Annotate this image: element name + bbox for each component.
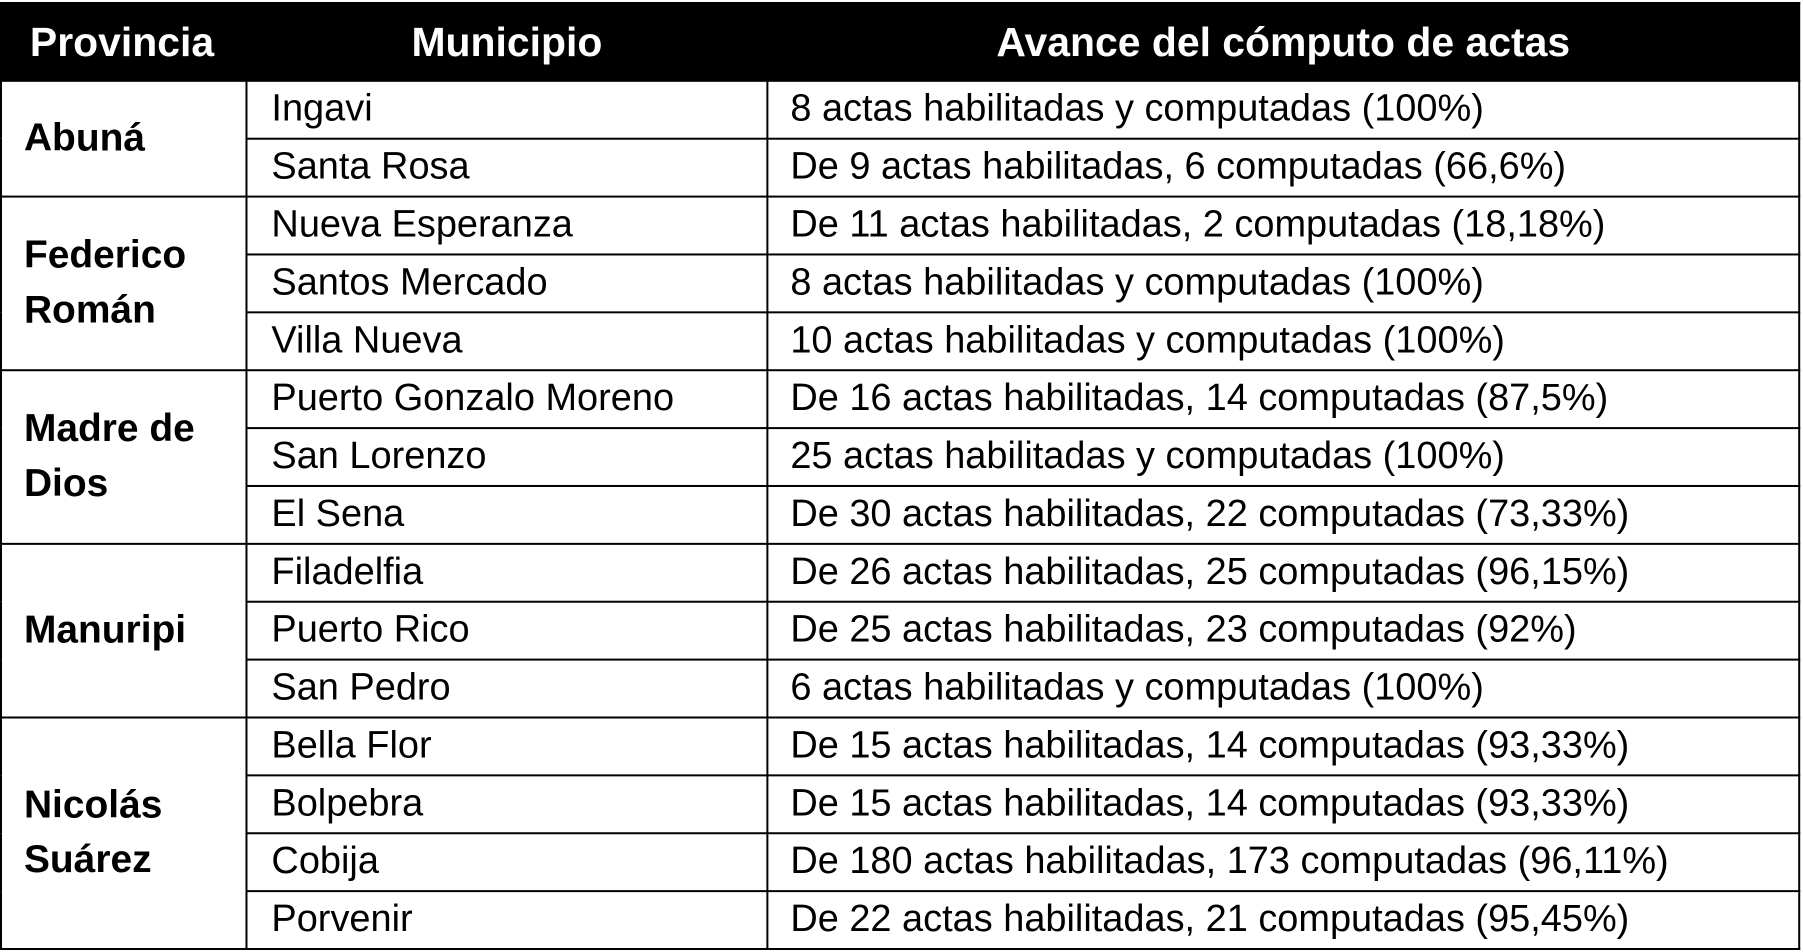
municipio-cell: Bolpebra — [246, 775, 767, 833]
table-row — [1, 428, 1799, 486]
municipio-cell: Ingavi — [246, 81, 767, 139]
province-cell: Madre de Dios — [1, 370, 246, 544]
avance-cell: 10 actas habilitadas y computadas (100%) — [767, 312, 1799, 370]
avance-cell: 8 actas habilitadas y computadas (100%) — [767, 254, 1799, 312]
municipio-cell: El Sena — [246, 486, 767, 544]
results-table — [0, 2, 1800, 950]
table-body — [1, 81, 1799, 949]
municipio-cell: Porvenir — [246, 891, 767, 949]
province-cell: Manuripi — [1, 544, 246, 718]
table-row — [1, 81, 1799, 139]
municipio-cell: San Lorenzo — [246, 428, 767, 486]
municipio-cell: Villa Nueva — [246, 312, 767, 370]
province-cell: Federico Román — [1, 197, 246, 371]
municipio-cell: Nueva Esperanza — [246, 197, 767, 255]
avance-cell: De 11 actas habilitadas, 2 computadas (18,18%) — [767, 197, 1799, 255]
header-row — [1, 3, 1799, 81]
avance-cell: 8 actas habilitadas y computadas (100%) — [767, 81, 1799, 139]
table-row — [1, 254, 1799, 312]
table-row — [1, 602, 1799, 660]
table-row — [1, 197, 1799, 255]
avance-cell: De 16 actas habilitadas, 14 computadas (87,5%) — [767, 370, 1799, 428]
municipio-cell: Santos Mercado — [246, 254, 767, 312]
table-row — [1, 544, 1799, 602]
municipio-cell: Filadelfia — [246, 544, 767, 602]
table-row — [1, 312, 1799, 370]
table-row — [1, 139, 1799, 197]
avance-cell: De 22 actas habilitadas, 21 computadas (95,45%) — [767, 891, 1799, 949]
table-row — [1, 775, 1799, 833]
province-cell: Nicolás Suárez — [1, 717, 246, 949]
table-row — [1, 370, 1799, 428]
avance-cell: De 15 actas habilitadas, 14 computadas (93,33%) — [767, 775, 1799, 833]
municipio-cell: Santa Rosa — [246, 139, 767, 197]
municipio-cell: Puerto Gonzalo Moreno — [246, 370, 767, 428]
municipio-cell: Cobija — [246, 833, 767, 891]
municipio-cell: Bella Flor — [246, 717, 767, 775]
avance-cell: De 25 actas habilitadas, 23 computadas (92%) — [767, 602, 1799, 660]
avance-cell: De 15 actas habilitadas, 14 computadas (93,33%) — [767, 717, 1799, 775]
avance-cell: De 26 actas habilitadas, 25 computadas (96,15%) — [767, 544, 1799, 602]
table-row — [1, 486, 1799, 544]
province-cell: Abuná — [1, 81, 246, 197]
table-row — [1, 891, 1799, 949]
avance-cell: De 180 actas habilitadas, 173 computadas (96,11%) — [767, 833, 1799, 891]
header-avance: Avance del cómputo de actas — [767, 3, 1799, 81]
table-row — [1, 717, 1799, 775]
table-row — [1, 833, 1799, 891]
table-header — [1, 3, 1799, 81]
avance-cell: 25 actas habilitadas y computadas (100%) — [767, 428, 1799, 486]
header-municipio: Municipio — [246, 3, 767, 81]
avance-cell: 6 actas habilitadas y computadas (100%) — [767, 660, 1799, 718]
table-row — [1, 660, 1799, 718]
municipio-cell: Puerto Rico — [246, 602, 767, 660]
avance-cell: De 9 actas habilitadas, 6 computadas (66,6%) — [767, 139, 1799, 197]
municipio-cell: San Pedro — [246, 660, 767, 718]
avance-cell: De 30 actas habilitadas, 22 computadas (73,33%) — [767, 486, 1799, 544]
header-provincia: Provincia — [1, 3, 246, 81]
